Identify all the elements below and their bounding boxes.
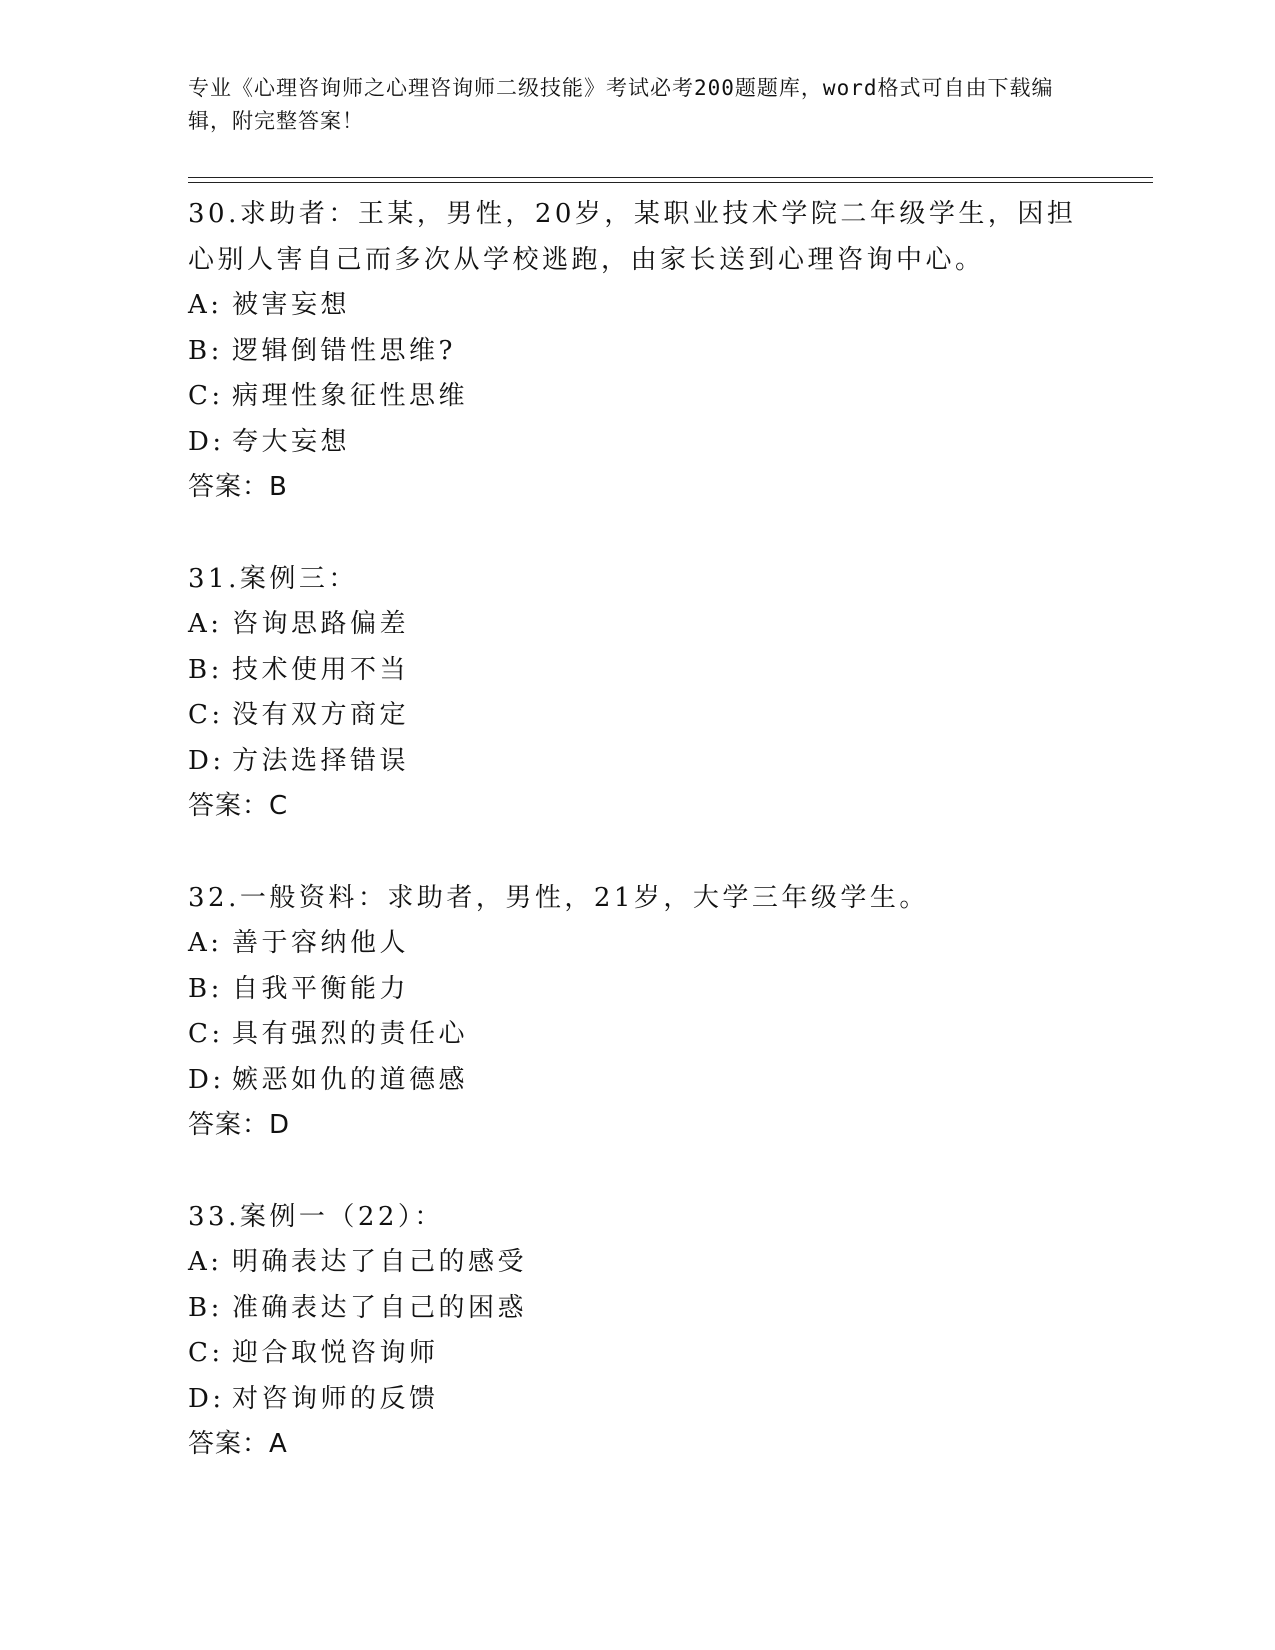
answer-line: 答案：D	[188, 1110, 291, 1140]
option-text: 技术使用不当	[232, 654, 410, 685]
option-a	[188, 1240, 1088, 1286]
option-a	[188, 921, 1088, 967]
header-divider-top	[188, 177, 1153, 178]
option-letter: A:	[188, 609, 223, 639]
answer-line: 答案：C	[188, 791, 289, 821]
option-c	[188, 1012, 1088, 1058]
option-text: 迎合取悦咨询师	[232, 1338, 439, 1368]
answer-line: 答案：B	[188, 472, 288, 502]
option-b	[188, 648, 1088, 694]
option-text: 咨询思路偏差	[232, 609, 410, 639]
option-c	[188, 374, 1088, 420]
document-header: 专业《心理咨询师之心理咨询师二级技能》考试必考200题题库，word格式可自由下载编辑，附完整答案！	[188, 76, 1054, 133]
question-stem: 33.案例一（22）：	[188, 1201, 444, 1232]
option-d	[188, 420, 1088, 466]
option-text: 具有强烈的责任心	[232, 1019, 469, 1049]
header-divider-bottom	[188, 182, 1153, 183]
answer-line: 答案：A	[188, 1429, 288, 1459]
option-text: 对咨询师的反馈	[232, 1383, 439, 1414]
option-text: 自我平衡能力	[232, 973, 410, 1004]
option-c	[188, 693, 1088, 739]
question-31	[188, 557, 1088, 830]
option-letter: B:	[188, 335, 223, 366]
option-letter: A:	[188, 1247, 223, 1277]
option-d	[188, 739, 1088, 785]
option-letter: A:	[188, 928, 223, 958]
option-letter: C:	[188, 1338, 224, 1368]
option-letter: D:	[188, 1383, 225, 1414]
option-b	[188, 329, 1088, 375]
option-text: 准确表达了自己的困惑	[232, 1292, 528, 1323]
option-text: 方法选择错误	[232, 745, 410, 776]
question-list	[188, 192, 1088, 1514]
option-letter: D:	[188, 426, 225, 457]
option-text: 逻辑倒错性思维?	[232, 335, 456, 366]
option-text: 被害妄想	[232, 290, 351, 320]
option-c	[188, 1331, 1088, 1377]
option-text: 夸大妄想	[232, 426, 351, 457]
option-letter: A:	[188, 290, 223, 320]
option-letter: B:	[188, 654, 223, 685]
option-letter: B:	[188, 973, 223, 1004]
option-letter: B:	[188, 1292, 223, 1323]
option-d	[188, 1058, 1088, 1104]
question-stem: 31.案例三：	[188, 563, 358, 594]
option-b	[188, 1286, 1088, 1332]
option-text: 没有双方商定	[232, 700, 410, 730]
question-32	[188, 876, 1088, 1149]
option-letter: D:	[188, 745, 225, 776]
option-letter: C:	[188, 1019, 224, 1049]
option-text: 善于容纳他人	[232, 928, 410, 958]
question-stem: 30.求助者：王某，男性，20岁，某职业技术学院二年级学生，因担心别人害自己而多次从学校逃跑，由家长送到心理咨询中心。	[188, 199, 1077, 275]
option-letter: C:	[188, 700, 224, 730]
option-text: 嫉恶如仇的道德感	[232, 1064, 469, 1095]
option-a	[188, 602, 1088, 648]
option-b	[188, 967, 1088, 1013]
question-30	[188, 192, 1088, 511]
option-letter: D:	[188, 1064, 225, 1095]
option-d	[188, 1377, 1088, 1423]
question-stem: 32.一般资料：求助者，男性，21岁，大学三年级学生。	[188, 882, 929, 913]
option-a	[188, 283, 1088, 329]
option-text: 病理性象征性思维	[232, 381, 469, 411]
question-33	[188, 1195, 1088, 1468]
option-text: 明确表达了自己的感受	[232, 1247, 528, 1277]
option-letter: C:	[188, 381, 224, 411]
